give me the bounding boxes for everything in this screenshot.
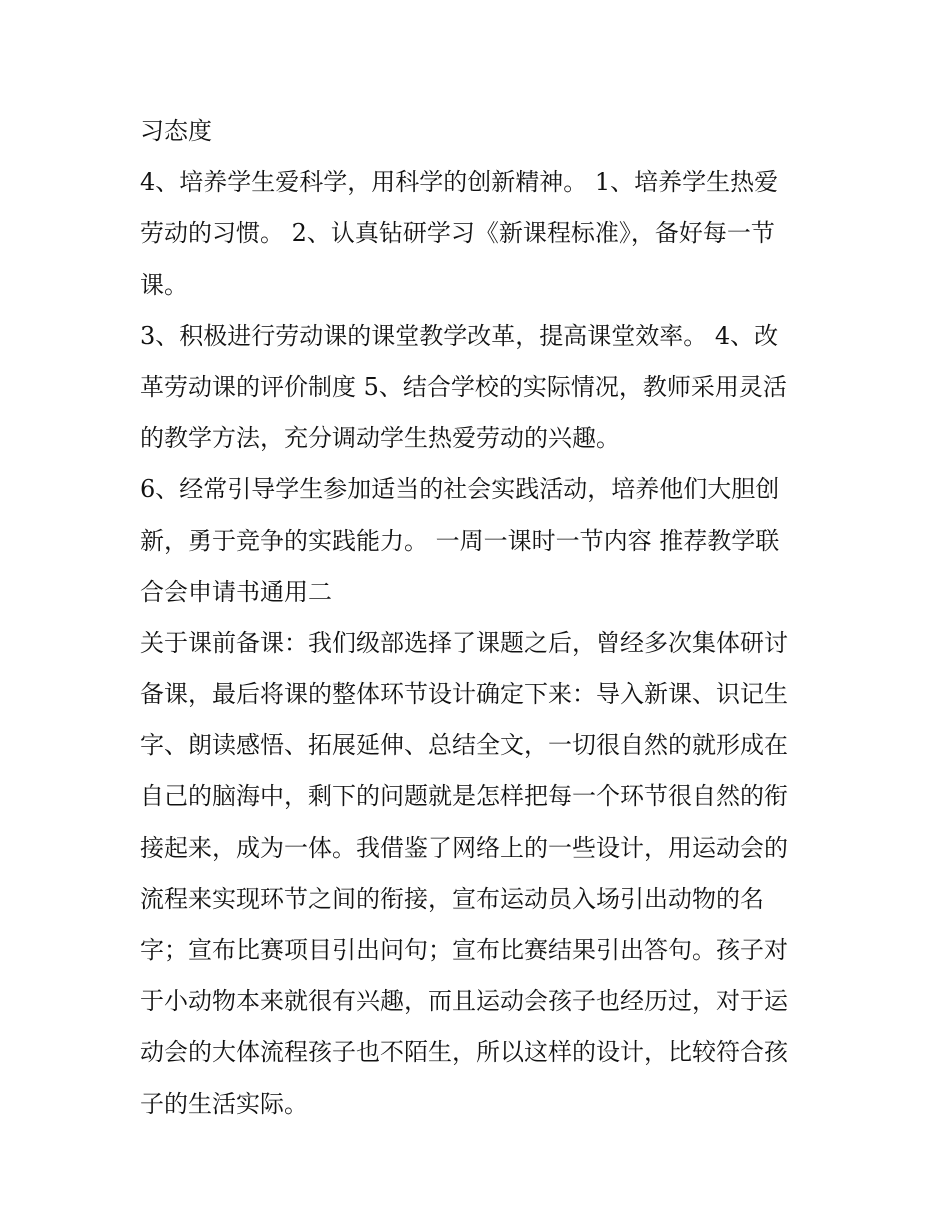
text-line: 革劳动课的评价制度 5、结合学校的实际情况，教师采用灵活: [140, 372, 787, 401]
text-line: 接起来，成为一体。我借鉴了网络上的一些设计，用运动会的: [140, 833, 788, 862]
text-line: 字、朗读感悟、拓展延伸、总结全文，一切很自然的就形成在: [140, 731, 788, 760]
text-line: 的教学方法，充分调动学生热爱劳动的兴趣。: [140, 424, 620, 453]
body-text: [140, 106, 820, 1130]
text-line: 于小动物本来就很有兴趣，而且运动会孩子也经历过，对于运: [140, 987, 788, 1016]
text-line: 6、经常引导学生参加适当的社会实践活动，培养他们大胆创: [140, 475, 780, 504]
text-line: 新，勇于竞争的实践能力。 一周一课时一节内容 推荐教学联: [140, 526, 780, 555]
text-line: 自己的脑海中，剩下的问题就是怎样把每一个环节很自然的衔: [140, 782, 788, 811]
text-line: 字；宣布比赛项目引出问句；宣布比赛结果引出答句。孩子对: [140, 936, 788, 964]
text-line: 备课，最后将课的整体环节设计确定下来：导入新课、识记生: [140, 680, 788, 709]
text-line: 劳动的习惯。 2、认真钻研学习《新课程标准》，备好每一节: [140, 219, 775, 248]
text-line: 合会申请书通用二: [140, 577, 332, 606]
text-line: 动会的大体流程孩子也不陌生，所以这样的设计，比较符合孩: [140, 1038, 788, 1067]
text-line: 习态度: [140, 117, 212, 145]
text-line: 关于课前备课：我们级部选择了课题之后，曾经多次集体研讨: [140, 628, 788, 657]
text-line: 子的生活实际。: [140, 1089, 308, 1118]
text-line: 3、积极进行劳动课的课堂教学改革，提高课堂效率。 4、改: [140, 321, 779, 350]
text-line: 课。: [140, 270, 188, 299]
text-line: 流程来实现环节之间的衔接，宣布运动员入场引出动物的名: [140, 884, 764, 913]
text-line: 4、培养学生爱科学，用科学的创新精神。 1、培养学生热爱: [140, 168, 779, 197]
